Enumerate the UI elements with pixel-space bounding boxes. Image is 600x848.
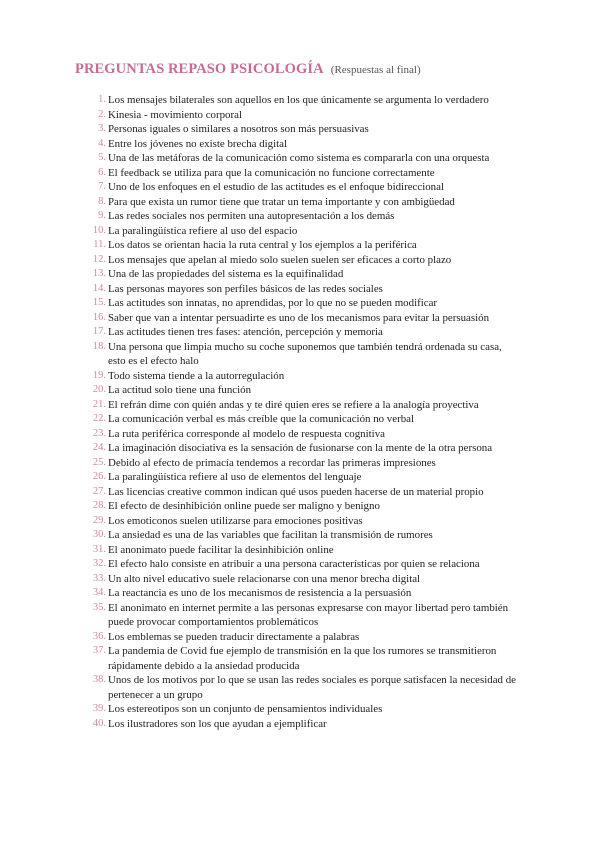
question-text: Todo sistema tiende a la autorregulación [108, 369, 285, 382]
list-item [75, 195, 520, 210]
list-item [75, 137, 520, 152]
question-number: 27. [92, 485, 106, 497]
question-text: El efecto de desinhibición online puede ser maligno y benigno [108, 500, 380, 512]
question-text: La actitud solo tiene una función [108, 384, 252, 396]
list-item [75, 586, 520, 601]
question-text: Los emoticonos suelen utilizarse para emociones positivas [108, 514, 363, 527]
list-item [75, 224, 520, 239]
list-item [75, 630, 520, 645]
question-number: 11. [93, 239, 106, 250]
list-item [75, 470, 520, 485]
question-text: Una de las propiedades del sistema es la equifinalidad [108, 268, 344, 280]
question-text: Uno de los enfoques en el estudio de las actitudes es el enfoque bidireccional [108, 181, 444, 193]
question-text: Las personas mayores son perfiles básicos de las redes sociales [108, 282, 383, 295]
question-text: La ruta periférica corresponde al modelo de respuesta cognitiva [108, 427, 385, 440]
question-number: 18. [92, 340, 106, 352]
question-text: Los mensajes que apelan al miedo solo suelen suelen ser eficaces a corto plazo [108, 253, 452, 266]
question-text: Los datos se orientan hacia la ruta central y los ejemplos a la periférica [108, 239, 417, 251]
question-text: Los emblemas se pueden traducir directamente a palabras [108, 630, 360, 643]
list-item [75, 253, 520, 268]
list-item [75, 296, 520, 311]
question-text: Personas iguales o similares a nosotros son más persuasivas [108, 123, 369, 135]
question-number: 24. [92, 442, 106, 453]
list-item [75, 644, 520, 673]
question-number: 17. [92, 326, 106, 337]
list-item [75, 601, 520, 630]
question-number: 35. [92, 601, 106, 613]
question-text: El anonimato puede facilitar la desinhibición online [108, 543, 334, 556]
question-number: 3. [98, 123, 106, 134]
question-number: 26. [92, 471, 106, 482]
list-item [75, 93, 520, 108]
question-number: 23. [92, 427, 106, 439]
question-number: 32. [92, 558, 106, 569]
question-number: 1. [98, 94, 106, 105]
question-text: La paralingüística refiere al uso del espacio [108, 224, 298, 237]
question-number: 19. [92, 369, 106, 381]
list-item [75, 456, 520, 471]
question-text: El efecto halo consiste en atribuir a una persona características por quien se relaciona [108, 558, 480, 570]
question-number: 2. [98, 108, 106, 120]
list-item [75, 702, 520, 717]
question-text: Una de las metáforas de la comunicación como sistema es compararla con una orquesta [108, 152, 490, 164]
question-text: Para que exista un rumor tiene que tratar un tema importante y con ambigüedad [108, 195, 455, 208]
question-number: 15. [92, 297, 106, 308]
list-item [75, 180, 520, 195]
question-text: Las actitudes son innatas, no aprendidas, por lo que no se pueden modificar [108, 297, 438, 309]
question-text: La imaginación disociativa es la sensación de fusionarse con la mente de la otra persona [108, 442, 493, 454]
question-number: 36. [92, 630, 106, 642]
question-number: 13. [92, 268, 106, 279]
question-number: 4. [98, 137, 106, 149]
question-text: Saber que van a intentar persuadirte es uno de los mecanismos para evitar la persuasión [108, 311, 490, 324]
question-number: 5. [98, 152, 106, 163]
list-item [75, 717, 520, 732]
list-item [75, 499, 520, 514]
page-subtitle: (Respuestas al final) [330, 64, 421, 76]
question-number: 10. [92, 224, 106, 236]
question-number: 37. [92, 645, 106, 656]
question-number: 34. [92, 587, 106, 598]
list-item [75, 412, 520, 427]
list-item [75, 543, 520, 558]
list-item [75, 485, 520, 500]
question-number: 33. [92, 572, 106, 584]
question-number: 29. [92, 514, 106, 526]
question-number: 31. [92, 543, 106, 555]
question-number: 14. [92, 282, 106, 294]
question-text: Debido al efecto de primacía tendemos a recordar las primeras impresiones [108, 456, 436, 469]
question-number: 16. [92, 311, 106, 323]
question-text: Un alto nivel educativo suele relacionarse con una menor brecha digital [108, 572, 421, 585]
question-number: 21. [92, 398, 106, 410]
list-item [75, 311, 520, 326]
question-text: Los estereotipos son un conjunto de pensamientos individuales [108, 703, 383, 715]
question-number: 8. [98, 195, 106, 207]
question-text: Una persona que limpia mucho su coche suponemos que también tendrá ordenada su casa, esto es el efecto halo [108, 340, 502, 367]
question-text: La paralingüística refiere al uso de elementos del lenguaje [108, 471, 362, 483]
question-text: La comunicación verbal es más creíble que la comunicación no verbal [108, 413, 415, 425]
list-item [75, 557, 520, 572]
question-number: 38. [92, 674, 106, 685]
list-item [75, 122, 520, 137]
page-header [75, 58, 575, 78]
question-text: Las actitudes tienen tres fases: atención, percepción y memoria [108, 326, 383, 338]
question-number: 25. [92, 456, 106, 468]
question-number: 20. [92, 384, 106, 395]
list-item [75, 383, 520, 398]
question-number: 40. [92, 717, 106, 729]
list-item [75, 441, 520, 456]
question-number: 30. [92, 529, 106, 540]
question-text: La reactancia es uno de los mecanismos de resistencia a la persuasión [108, 587, 412, 599]
list-item [75, 108, 520, 123]
question-number: 22. [92, 413, 106, 424]
question-text: La ansiedad es una de las variables que facilitan la transmisión de rumores [108, 529, 433, 541]
list-item [75, 673, 520, 702]
list-item [75, 325, 520, 340]
question-list [75, 93, 520, 731]
question-text: Los mensajes bilaterales son aquellos en los que únicamente se argumenta lo verdadero [108, 94, 489, 106]
question-number: 9. [98, 210, 106, 221]
list-item [75, 528, 520, 543]
list-item [75, 238, 520, 253]
question-number: 12. [92, 253, 106, 265]
question-number: 7. [98, 181, 106, 192]
question-text: Los ilustradores son los que ayudan a ejemplificar [108, 717, 327, 730]
question-number: 28. [92, 500, 106, 511]
list-item [75, 514, 520, 529]
question-text: Las licencias creative common indican qué usos pueden hacerse de un material propio [108, 485, 484, 498]
list-item [75, 369, 520, 384]
question-text: Entre los jóvenes no existe brecha digital [108, 137, 288, 150]
list-item [75, 209, 520, 224]
list-item [75, 398, 520, 413]
question-number: 6. [98, 166, 106, 178]
list-item [75, 572, 520, 587]
page-title: PREGUNTAS REPASO PSICOLOGÍA [75, 61, 324, 77]
question-text: La pandemia de Covid fue ejemplo de transmisión en la que los rumores se transmitieron rápidamente debido a la ansiedad producida [108, 645, 497, 672]
list-item [75, 340, 520, 369]
question-text: Las redes sociales nos permiten una autopresentación a los demás [108, 210, 395, 222]
question-text: El feedback se utiliza para que la comunicación no funcione correctamente [108, 166, 435, 179]
list-item [75, 282, 520, 297]
list-item [75, 427, 520, 442]
question-text: Unos de los motivos por lo que se usan las redes sociales es porque satisfacen la necesidad de pertenecer a un grupo [108, 674, 516, 701]
question-text: Kinesia - movimiento corporal [108, 108, 242, 121]
question-text: El refrán dime con quién andas y te diré quien eres se refiere a la analogía proyectiva [108, 398, 479, 411]
question-text: El anonimato en internet permite a las personas expresarse con mayor libertad pero también puede provocar comportamientos problemáticos [108, 601, 509, 628]
question-number: 39. [92, 703, 106, 714]
list-item [75, 166, 520, 181]
list-item [75, 267, 520, 282]
list-item [75, 151, 520, 166]
